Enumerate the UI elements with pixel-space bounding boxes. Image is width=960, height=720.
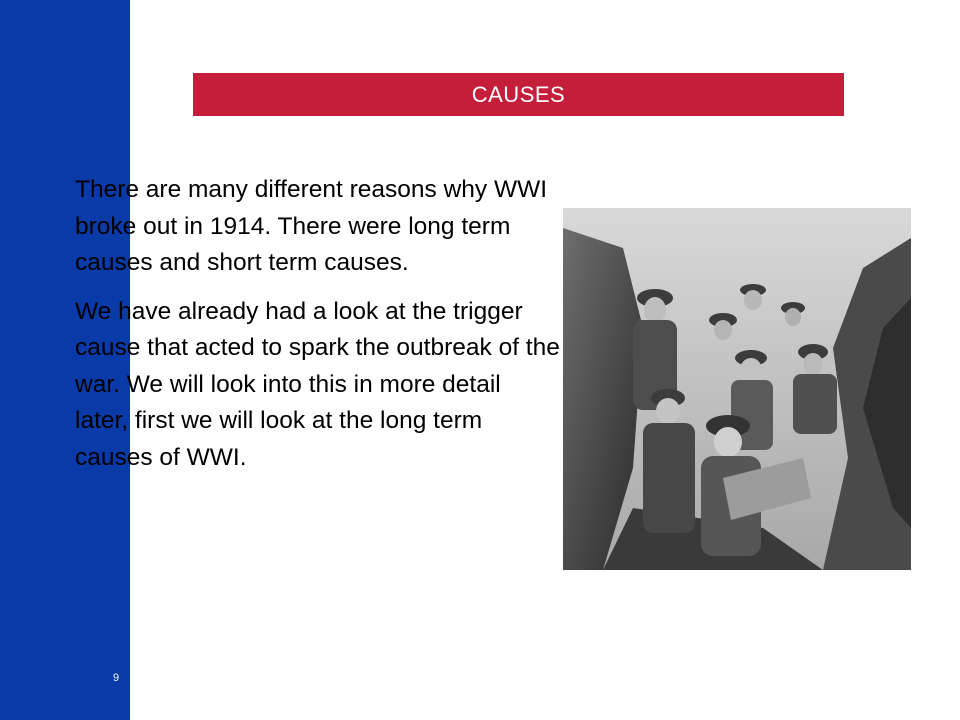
page-number: 9 <box>112 672 120 684</box>
body-text <box>75 172 560 488</box>
paragraph-1: There are many different reasons why WWI broke out in 1914. There were long term causes and short term causes. <box>75 176 548 276</box>
paragraph-2: We have already had a look at the trigger cause that acted to spark the outbreak of the war. We will look into this in more detail later, first we will look at the long term causes of WWI. <box>75 297 560 471</box>
soldiers-trench-photo <box>563 208 911 570</box>
slide-title: CAUSES <box>471 81 566 107</box>
title-banner <box>193 73 844 116</box>
